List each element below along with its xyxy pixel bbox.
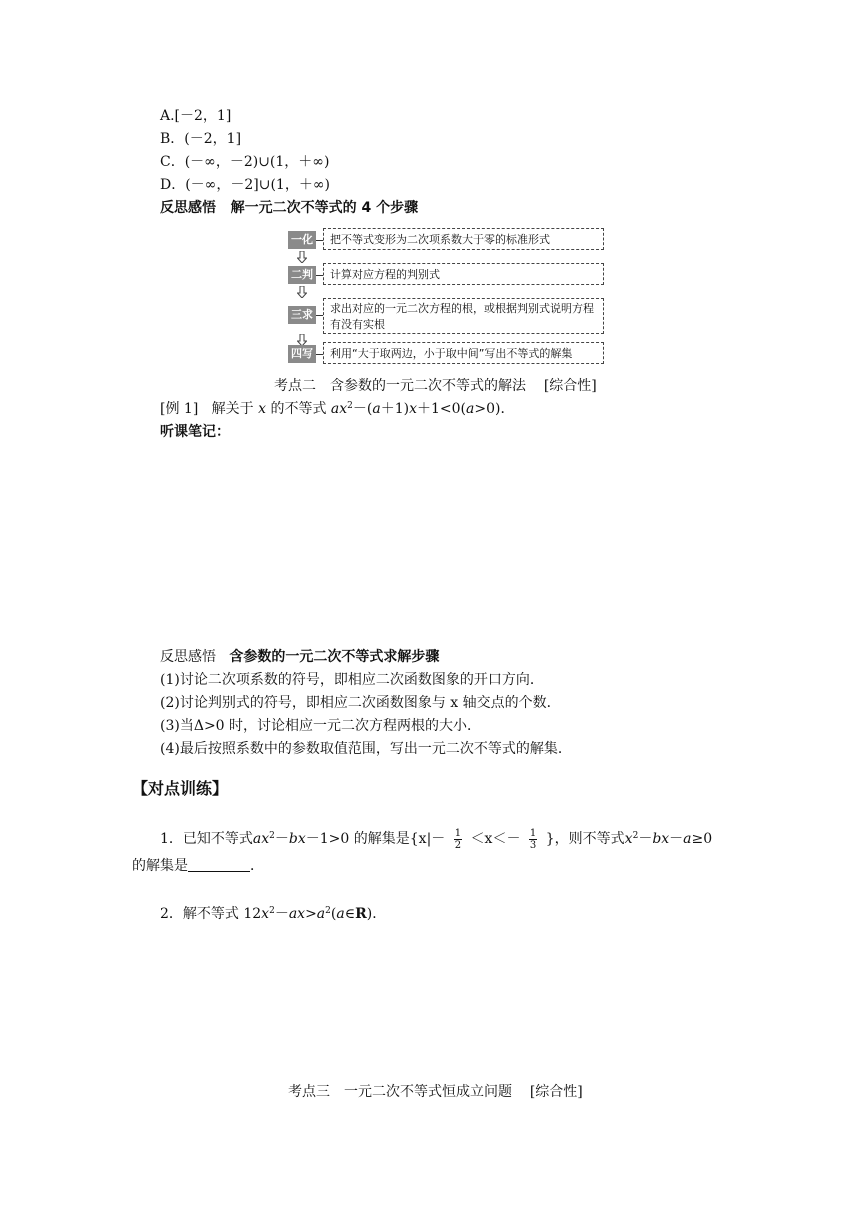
option-a: A.[－2，1] [160,108,232,124]
fraction [454,828,462,851]
q1-math: 2 [269,831,275,841]
flow-step-3-text: 求出对应的一元二次方程的根，或根据判别式说明方程有没有实根 [323,298,604,334]
option-d: D．(－∞，－2]∪(1，＋∞) [160,177,330,193]
down-arrow-icon [297,251,307,263]
q2-math: ( [330,906,337,922]
point3-title: 考点三 一元二次不等式恒成立问题 [288,1084,512,1100]
answer-blank[interactable] [188,857,250,872]
question-1-line2 [132,856,264,876]
fraction-numerator: 1 [454,827,462,839]
q1-math: －1>0 的解集是{x|－ [305,831,446,847]
reflection2-item: (2)讨论判别式的符号，即相应二次函数图象与 x 轴交点的个数． [160,695,561,711]
fraction [529,828,537,851]
q2-text: 2．解不等式 12 [160,906,262,922]
q2-math: 2 [269,906,275,916]
reflection2-item: (4)最后按照系数中的参数取值范围，写出一元二次不等式的解集． [160,741,572,757]
example1 [160,399,514,419]
example1-eq: ax [330,401,348,417]
example1-eq: ＋1<0( [417,401,467,417]
q1-math: x [624,831,633,847]
example1-var: x [258,401,266,417]
flow-step-1 [288,228,604,254]
q2-math: ax [288,906,306,922]
flow-step-2-text: 计算对应方程的判别式 [323,263,604,285]
flow-step-4-tag: 四写 [288,345,316,363]
notes-label: 听课笔记： [160,424,230,440]
q1-math: bx [652,831,670,847]
flow-step-2-tag: 二判 [288,266,316,284]
example1-eq: a [372,401,381,417]
example1-label: [例 1] [160,401,199,417]
steps-flow-diagram [288,228,604,364]
option-c: C．(－∞，－2)∪(1，＋∞) [160,154,330,170]
reflection2-heading [160,647,439,667]
q1-text: 1．已知不等式 [160,831,253,847]
example1-eq: x [409,401,417,417]
fraction-numerator: 1 [529,827,537,839]
q1-math: 2 [632,831,639,841]
fraction-denominator: 2 [454,839,462,851]
reflection2-label: 反思感悟 [160,649,216,665]
q1-math: － [274,831,289,847]
question-1 [160,826,712,852]
down-arrow-icon [297,286,307,298]
example1-eq: >0)． [474,401,515,417]
flow-step-1-tag: 一化 [288,231,316,249]
example1-eq: －( [352,401,373,417]
point2-tag: [综合性] [543,378,597,394]
q1-text: ． [250,858,264,874]
example1-eq: 2 [347,401,353,411]
q1-math: ax [252,831,270,847]
q2-math: > [305,906,317,922]
q1-math: ≥0 [691,831,713,847]
q1-text: }，则不等式 [545,831,625,847]
q2-math: )． [366,906,387,922]
question-2 [160,904,386,924]
point3-heading [288,1082,583,1102]
option-b: B．(－2，1] [160,131,242,147]
reflection1-heading [160,198,418,218]
q1-text: 的解集是 [132,858,188,874]
q1-math: ＜x＜－ [470,831,521,847]
q2-math: x [261,906,270,922]
reflection2-title: 含参数的一元二次不等式求解步骤 [229,649,440,665]
example1-text: 的不等式 [270,401,327,417]
q2-math: a [316,906,326,922]
point3-tag: [综合性] [529,1084,583,1100]
reflection1-label: 反思感悟 [160,200,216,216]
fraction-denominator: 3 [529,839,537,851]
q2-math: a [336,906,345,922]
example1-eq: ＋1) [380,401,410,417]
q2-math: R [355,906,367,922]
q2-math: 2 [325,906,331,916]
training-title: 【对点训练】 [132,779,229,798]
q2-math: － [274,906,289,922]
reflection2-item: (3)当Δ>0 时，讨论相应一元二次方程两根的大小． [160,718,482,734]
flow-step-2 [288,263,604,289]
flow-step-3-tag: 三求 [288,306,316,324]
example1-eq: a [466,401,475,417]
q1-math: － [638,831,653,847]
q1-math: bx [288,831,306,847]
example1-text: 解关于 [211,401,254,417]
point2-heading [274,376,597,396]
q1-math: a [683,831,692,847]
q2-math: ∈ [344,906,356,922]
q1-math: － [669,831,684,847]
flow-step-3 [288,298,604,331]
flow-step-1-text: 把不等式变形为二次项系数大于零的标准形式 [323,228,604,250]
flow-step-4-text: 利用“大于取两边，小于取中间”写出不等式的解集 [323,342,604,364]
reflection1-title: 解一元二次不等式的 4 个步骤 [230,200,419,216]
reflection2-item: (1)讨论二次项系数的符号，即相应二次函数图象的开口方向． [160,672,544,688]
flow-step-4 [288,342,604,368]
point2-title: 考点二 含参数的一元二次不等式的解法 [274,378,526,394]
